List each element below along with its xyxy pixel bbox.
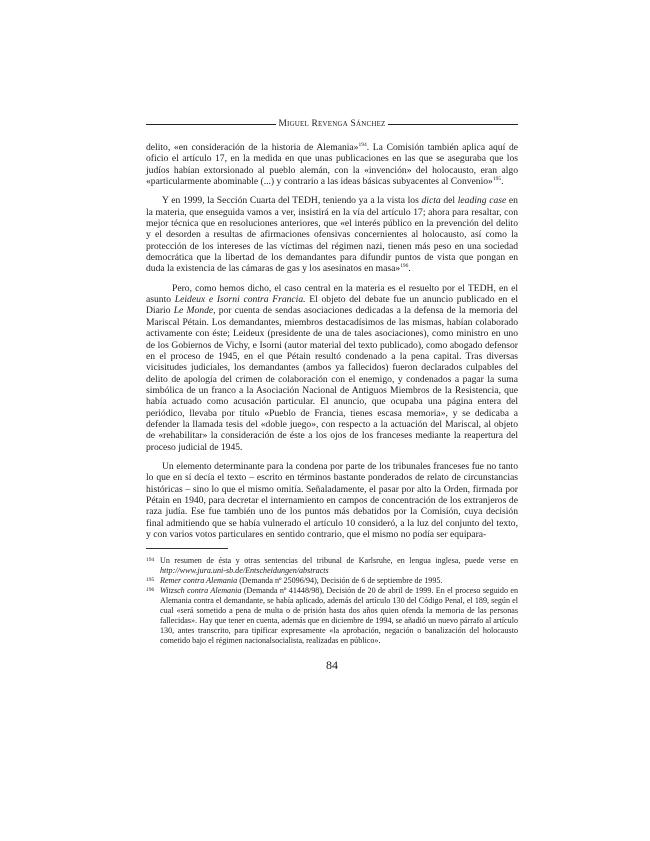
- p4-text: Un elemento determinante para la condena por parte de los tribunales franceses fue no tanto lo que en sí decía el texto – escrito en términos bastante ponderados de relato de circunstancias históricas – sino lo que el mismo omitía. Señaladamente, el pasar por alto la Orden, firmada por Pétain en 1940, para decretar el internamiento en campos de concentración de los extranjeros de raza judía. Ese fue también uno de los puntos más debatidos por la Comisión, cuya decisión final admitiendo que se había vulnerado el artículo 10 consideró, a la luz del conjunto del texto, y con varios votos particulares en sentido contrario, que el mismo no podía ser equipara-: [146, 460, 518, 540]
- running-header: [146, 116, 518, 132]
- p3-italic-le-monde: Le Monde: [173, 305, 214, 317]
- p2-text-b: del: [440, 195, 458, 207]
- paragraph-3: [146, 283, 518, 453]
- header-rule-left: [146, 124, 276, 125]
- p2-text-a: Y en 1999, la Sección Cuarta del TEDH, teniendo ya a la vista los: [162, 195, 422, 207]
- paragraph-2: [146, 195, 518, 274]
- header-rule-right: [388, 124, 518, 125]
- fn195-case-name: Remer contra Alemania: [160, 576, 238, 586]
- fn194-url: http://www.jura.uni-sb.de/Entscheidungen/abstracts: [160, 566, 329, 576]
- footnote-text: [160, 556, 518, 576]
- footnote-ref-195: 195: [492, 175, 502, 182]
- p3-italic-case-name: Leideux e Isorni contra Francia.: [174, 294, 306, 306]
- footnote-196: [146, 586, 518, 645]
- p1-text-a: delito, «en consideración de la historia de Alemania»: [146, 142, 359, 153]
- fn194-text: Un resumen de ésta y otras sentencias del tribunal de Karlsruhe, en lengua inglesa, puede verse en: [160, 556, 518, 566]
- footnote-194: [146, 556, 518, 576]
- fn195-text: (Demanda nº 25096/94), Decisión de 6 de septiembre de 1995.: [237, 576, 443, 586]
- footnote-195: [146, 576, 518, 586]
- footnote-separator: [146, 548, 228, 549]
- p1-text-b: . La Comisión también aplica aquí de oficio el artículo 17, en la medida en que unas publicaciones en las que se aseguraba que los judíos habían extorsionado al pueblo alemán, con la «invención» del holocausto, eran algo «particularmente abominable (...) y contrario a las ideas básicas subyacentes al Convenio»: [146, 142, 518, 188]
- p3-text-a: Pero, como hemos dicho, el caso central en la materia es el resuelto por el TEDH, en el asunto: [146, 282, 518, 306]
- footnote-ref-194: 194: [358, 141, 367, 148]
- book-page: [146, 116, 518, 816]
- footnote-number: 194: [146, 557, 155, 564]
- footnotes: [146, 556, 518, 645]
- footnote-text: [160, 586, 518, 645]
- fn196-case-name: Witzsch contra Alemania: [160, 586, 242, 596]
- body-text: [146, 142, 518, 540]
- paragraph-1: [146, 142, 518, 187]
- paragraph-4: [146, 461, 518, 540]
- footnote-ref-196: 196: [400, 263, 409, 270]
- footnote-text: [160, 576, 518, 586]
- p1-text-c: .: [501, 176, 504, 188]
- p2-italic-leading-case: leading case: [457, 195, 507, 207]
- footnote-number: 196: [146, 587, 155, 594]
- p3-text-b: El objeto del debate fue un anuncio publicado en el Diario: [146, 294, 518, 317]
- footnote-number: 195: [146, 577, 155, 584]
- page-number: 84: [326, 657, 338, 672]
- p3-text-c: , por cuenta de sendas asociaciones dedicadas a la defensa de la memoria del Mariscal Pétain. Los demandantes, miembros destacadísimos de las mismas, habían colaborado activamente con éste; Leideux (presidente de una de tales asociaciones), como ministro en uno de los Gobiernos de Vichy, e Isorni (autor material del texto publicado), como abogado defensor en el proceso de 1945, en el que Pétain resultó condenado a la pena capital. Tras diversas vicisitudes judiciales, los demandantes (ambos ya fallecidos) fueron declarados culpables del delito de apología del crimen de colaboración con el enemigo, y condenados a pagar la suma simbólica de un franco a la Asociación Nacional de Antiguos Miembros de la Resistencia, que había actuado como acusación particular. El anuncio, que ocupaba una página entera del periódico, llevaba por título «Pueblo de Francia, tienes escasa memoria», y se dedicaba a defender la llamada tesis del «doble juego», con respecto a la actuación del Mariscal, al objeto de «rehabilitar» la consideración de éste a los ojos de los franceses mediante la reapertura del proceso judicial de 1945.: [146, 305, 518, 453]
- running-title: Miguel Revenga Sánchez: [278, 119, 386, 129]
- fn196-text: (Demanda nº 41448/98), Decisión de 20 de abril de 1999. En el proceso seguido en Alemania contra el demandante, se había aplicado, además del artículo 130 del Código Penal, el 189, según el cual «será sometido a pena de multa o de prisión hasta dos años quien ofenda la memoria de las personas fallecidas». Hay que tener en cuenta, además que en diciembre de 1994, se añadió un nuevo párrafo al artículo 130, antes transcrito, para tipificar expresamente «la aprobación, negación o banalización del holocausto cometido bajo el régimen nacionalsocialista, realizadas en público».: [160, 586, 518, 645]
- p2-text-c: en la materia, que enseguida vamos a ver, insistirá en la vía del artículo 17; ahora para resaltar, con mejor técnica que en resoluciones anteriores, que «el interés público en la prevención del delito y el desorden a resultas de afirmaciones ofensivas concernientes al holocausto, así como la protección de los intereses de las víctimas del régimen nazi, tienen más peso en una sociedad democrática que la libertad de los demandantes para difundir puntos de vista que pongan en duda la existencia de las cámaras de gas y los asesinatos en masa»: [146, 195, 518, 275]
- p2-text-d: .: [408, 263, 411, 275]
- p2-italic-dicta: dicta: [421, 195, 441, 207]
